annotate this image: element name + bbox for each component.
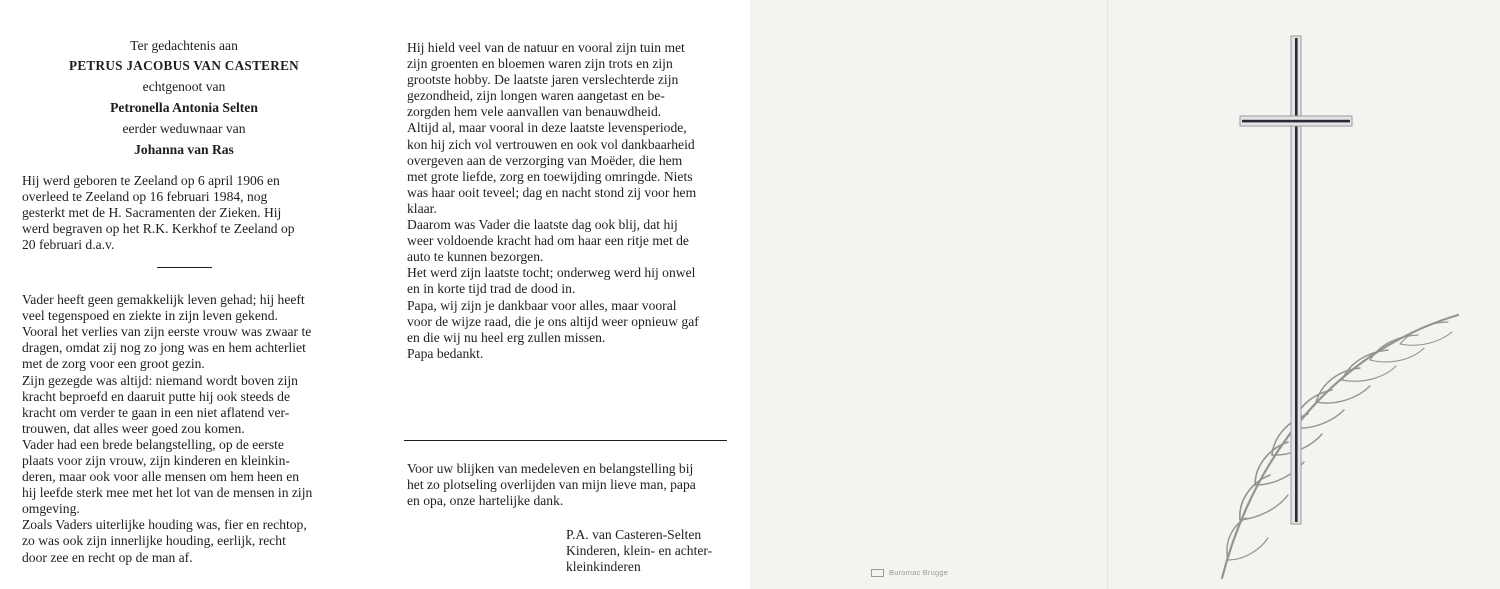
text-line: 20 februari d.a.v. [22,236,115,252]
text-line: werd begraven op het R.K. Kerkhof te Zeeland op [22,220,295,236]
section-divider-long [404,440,727,441]
memories-paragraph [22,292,346,566]
text-line: gesterkt met de H. Sacramenten der Zieken. Hij [22,204,282,220]
text-line: was haar ooit teveel; dag en nacht stond zij voor hem [407,184,697,200]
text-line: Altijd al, maar vooral in deze laatste levensperiode, [407,120,687,136]
text-line: Vader heeft geen gemakkelijk leven gehad; hij heeft [22,292,305,308]
text-line: door zee en recht op de man af. [22,549,193,565]
text-line: en die wij nu heel erg zullen missen. [407,329,606,345]
signature-line: Kinderen, klein- en achter- [566,543,713,559]
text-line: Vader had een brede belangstelling, op de eerste [22,436,284,452]
text-line: weer voldoende kracht had om haar een ritje met de [407,233,689,249]
text-line: met grote liefde, zorg en toewijding omringde. Niets [407,168,693,184]
fold-line [1107,0,1108,589]
publisher-name: Buromac Brugge [889,568,949,577]
publisher-logo-icon [871,569,884,577]
text-line: deren, maar ook voor alle mensen om hem heen en [22,469,300,485]
text-line: Hij hield veel van de natuur en vooral zijn tuin met [407,40,685,55]
intro-text: Ter gedachtenis aan [130,38,238,53]
palm-branch-icon [1222,315,1458,578]
text-line: Daarom was Vader die laatste dag ook blij, dat hij [407,217,678,233]
text-line: kon hij zich vol vertrouwen en ook vol dankbaarheid [407,136,695,152]
text-line: klaar. [407,200,437,216]
text-line: trouwen, dat alles weer goed zou komen. [22,420,245,436]
text-line: zo was ook zijn innerlijke houding, eerlijk, recht [22,533,286,549]
spouse-label: echtgenoot van [142,79,226,95]
cross-icon [1240,36,1352,524]
text-line: veel tegenspoed en ziekte in zijn leven gekend. [22,308,278,324]
section-divider [157,267,212,268]
text-line: auto te kunnen bezorgen. [407,249,544,265]
text-line: Papa, wij zijn je dankbaar voor alles, maar vooral [407,297,677,313]
text-line: kracht beproefd en daaruit putte hij ook steeds de [22,388,291,404]
text-line: Papa bedankt. [407,345,484,361]
text-line: met de zorg voor een groot gezin. [22,356,205,372]
text-line: voor de wijze raad, die je ons altijd weer opnieuw gaf [407,313,699,329]
text-line: en opa, onze hartelijke dank. [407,493,564,509]
publisher-mark [871,568,948,577]
signature-block [566,527,736,575]
text-line: zorgden hem vele aanvallen van benauwdheid. [407,104,662,120]
text-line: plaats voor zijn vrouw, zijn kinderen en kleinkin- [22,452,290,468]
former-spouse-label: eerder weduwnaar van [122,121,246,137]
right-column [407,40,729,362]
text-line: Zoals Vaders uiterlijke houding was, fier en rechtop, [22,517,307,533]
deceased-name: PETRUS JACOBUS VAN CASTEREN [68,58,300,74]
text-line: Zijn gezegde was altijd: niemand wordt boven zijn [22,372,298,388]
text-line: zijn groenten en bloemen waren zijn trots en zijn [407,56,673,72]
text-line: dragen, omdat zij nog zo jong was en hem achterliet [22,340,306,356]
left-column [22,38,346,566]
thanks-paragraph [407,461,729,509]
signature-line: kleinkinderen [566,559,641,575]
signature-line: P.A. van Casteren-Selten [566,527,702,542]
bio-paragraph [22,173,346,253]
text-line: Voor uw blijken van medeleven en belangstelling bij [407,461,694,476]
former-spouse-name: Johanna van Ras [134,142,234,158]
text-line: en in korte tijd trad de dood in. [407,281,576,297]
text-line: omgeving. [22,501,80,517]
text-line: Hij werd geboren te Zeeland op 6 april 1906 en [22,172,280,188]
text-line: overgeven aan de verzorging van Moëder, die hem [407,152,683,168]
text-line: Het werd zijn laatste tocht; onderweg werd hij onwel [407,265,696,281]
cross-and-palm-illustration [1200,30,1480,585]
text-line: overleed te Zeeland op 16 februari 1984, nog [22,188,268,204]
text-line: gezondheid, zijn longen waren aangetast en be- [407,88,665,104]
text-line: het zo plotseling overlijden van mijn lieve man, papa [407,477,696,493]
text-line: hij leefde sterk mee met het lot van de mensen in zijn [22,485,313,501]
text-line: grootste hobby. De laatste jaren verslechterde zijn [407,72,679,88]
spouse-name: Petronella Antonia Selten [110,100,258,116]
text-line: kracht om verder te gaan in een niet aflatend ver- [22,404,290,420]
text-line: Vooral het verlies van zijn eerste vrouw was zwaar te [22,324,312,340]
